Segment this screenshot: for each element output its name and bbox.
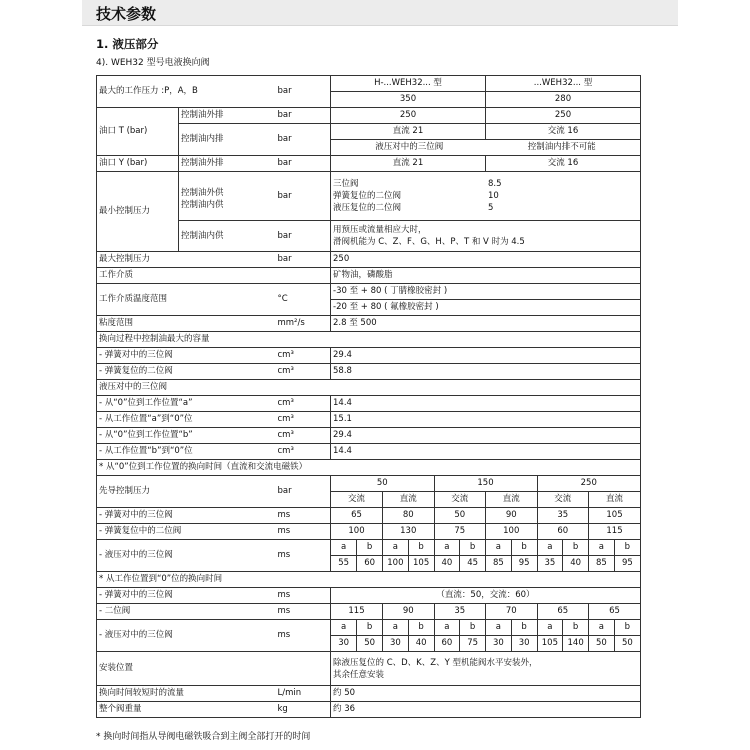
current-type: 交流: [537, 492, 589, 508]
time-value: 85: [486, 556, 512, 572]
time-value: 30: [331, 636, 357, 652]
cell-value: （直流：50，交流：60）: [331, 588, 641, 604]
time-value: 75: [434, 524, 486, 539]
pressure-header: 250: [580, 478, 597, 488]
row-sublabel: [179, 172, 276, 221]
row-label: 油口 Y (bar): [97, 156, 179, 172]
time-grid: [331, 524, 641, 540]
time-value: 130: [383, 524, 435, 539]
cell-value: 2.8 至 500: [331, 316, 641, 332]
cell-value: 14.4: [331, 396, 641, 412]
cell-value: 350: [331, 92, 486, 108]
cell-value: 58.8: [331, 364, 641, 380]
row-label: - 从工作位置“b”到“0”位: [97, 444, 276, 460]
table-row: [97, 460, 641, 476]
table-row: [97, 268, 641, 284]
row-label: 换向时间较短时的流量: [97, 686, 276, 702]
row-label: 最大的工作压力 :P，A，B: [97, 76, 276, 108]
table-row: [97, 76, 641, 92]
table-row: [97, 156, 641, 172]
note: 滑阀机能为 C、Z、F、G、H、P、T 和 V 时为 4.5: [333, 237, 525, 247]
current-type: 直流: [589, 492, 641, 508]
time-value: 100: [486, 524, 538, 539]
row-unit: cm³: [276, 444, 331, 460]
pressure-header: 150: [434, 476, 537, 492]
time-value: 45: [460, 556, 486, 572]
time-value: 105: [537, 636, 563, 652]
row-unit: bar: [276, 156, 331, 172]
ab-time-grid: [331, 540, 641, 572]
time-value: 75: [460, 636, 486, 652]
item-name: 三位阀: [333, 179, 359, 189]
time-value: 40: [434, 556, 460, 572]
position-label: a: [434, 540, 460, 556]
cell-value: 约 50: [331, 686, 641, 702]
group-header: * 从“0”位到工作位置的换向时间（直流和交流电磁铁）: [97, 460, 641, 476]
position-label: a: [383, 540, 409, 556]
position-label: a: [331, 540, 357, 556]
row-unit: ms: [276, 524, 331, 540]
position-label: a: [383, 620, 409, 636]
current-type: 交流: [434, 492, 486, 508]
table-row: [97, 702, 641, 718]
table-row: [97, 252, 641, 268]
row-label: - 弹簧复位中的二位阀: [97, 524, 276, 540]
time-value: 55: [331, 556, 357, 572]
ab-time-grid: [331, 620, 641, 652]
header-h-type: H-...WEH32... 型: [331, 76, 486, 92]
time-value: 65: [537, 604, 589, 619]
row-unit: mm²/s: [276, 316, 331, 332]
row-unit: ms: [276, 508, 331, 524]
row-unit: [276, 652, 331, 686]
cell-value: 直流 21: [331, 156, 486, 172]
position-label: a: [331, 620, 357, 636]
row-unit: cm³: [276, 396, 331, 412]
cell-value: 15.1: [331, 412, 641, 428]
position-label: a: [486, 540, 512, 556]
time-value: 65: [331, 508, 383, 523]
position-label: b: [408, 540, 434, 556]
subtitle: 4). WEH32 型号电液换向阀: [96, 58, 210, 68]
time-value: 50: [614, 636, 640, 652]
position-label: b: [408, 620, 434, 636]
time-value: 100: [383, 556, 409, 572]
page-title-bar: [82, 0, 678, 26]
note: 用预压或流量相应大时，: [333, 225, 427, 235]
page-title: 技术参数: [96, 5, 157, 23]
time-grid: [331, 604, 641, 620]
row-label: - 液压对中的三位阀: [97, 540, 276, 572]
table-row: [97, 540, 641, 572]
row-unit: bar: [276, 476, 331, 508]
item-value: 10: [488, 191, 499, 201]
row-sublabel: 控制油内供: [179, 221, 276, 252]
current-type: 直流: [383, 492, 435, 508]
cell-value: [331, 221, 641, 252]
item-value: 5: [488, 203, 494, 213]
row-label: 安装位置: [97, 652, 276, 686]
row-unit: ms: [276, 604, 331, 620]
row-label: - 弹簧对中的三位阀: [97, 348, 276, 364]
row-unit: bar: [276, 252, 331, 268]
row-unit: L/min: [276, 686, 331, 702]
sublabel-int: 控制油内供: [181, 200, 224, 210]
position-label: b: [357, 620, 383, 636]
time-value: 40: [563, 556, 589, 572]
ab-subtable: [331, 540, 640, 571]
time-value: 50: [357, 636, 383, 652]
table-row: [97, 396, 641, 412]
time-value: 90: [486, 508, 538, 523]
table-row: [97, 444, 641, 460]
row-label: 粘度范围: [97, 316, 276, 332]
table-row: [97, 172, 641, 221]
row-label: 最小控制压力: [97, 172, 179, 252]
table-row: [97, 316, 641, 332]
cell-value: 250: [331, 252, 641, 268]
note: 液压对中的三位阀: [375, 142, 444, 152]
time-value: 60: [537, 524, 589, 539]
row-label: 整个阀重量: [97, 702, 276, 718]
table-row: [97, 108, 641, 124]
position-label: b: [511, 540, 537, 556]
table-row: [97, 348, 641, 364]
row-label: - 二位阀: [97, 604, 276, 620]
time-value: 115: [606, 526, 623, 536]
cell-value: 29.4: [331, 428, 641, 444]
table-row: [97, 686, 641, 702]
time-value: 40: [408, 636, 434, 652]
position-label: a: [537, 540, 563, 556]
position-label: b: [563, 620, 589, 636]
time-value: 30: [383, 636, 409, 652]
time-value: 35: [537, 556, 563, 572]
table-row: [97, 604, 641, 620]
time-subtable: [331, 604, 640, 619]
row-unit: bar: [276, 76, 331, 108]
row-sublabel: 控制油内排: [179, 124, 276, 156]
time-value: 50: [434, 508, 486, 523]
row-label: - 从“0”位到工作位置“a”: [97, 396, 276, 412]
row-label: 工作介质温度范围: [97, 284, 276, 316]
cell-value: 直流 21: [331, 124, 486, 140]
row-unit: kg: [276, 702, 331, 718]
time-grid: [331, 508, 641, 524]
current-type: 直流: [486, 492, 538, 508]
cell-value: 250: [486, 108, 641, 124]
section-title: 1. 液压部分: [96, 37, 159, 51]
time-value: 105: [408, 556, 434, 572]
time-value: 35: [434, 604, 486, 619]
cell-value: 14.4: [331, 444, 641, 460]
time-value: 70: [486, 604, 538, 619]
cell-value: 交流 16: [486, 124, 641, 140]
position-label: b: [624, 542, 631, 552]
note: 除液压复位的 C、D、K、Z、Y 型机能阀水平安装外，: [333, 657, 538, 668]
cell-value: 交流 16: [486, 156, 641, 172]
time-value: 35: [537, 508, 589, 523]
table-row: [97, 524, 641, 540]
position-label: b: [357, 540, 383, 556]
time-value: 30: [486, 636, 512, 652]
row-unit: cm³: [276, 364, 331, 380]
time-value: 90: [383, 604, 435, 619]
row-label: - 弹簧对中的三位阀: [97, 588, 276, 604]
table-row: [97, 284, 641, 300]
table-row: [97, 508, 641, 524]
pilot-pressure-grid: [331, 476, 641, 508]
table-row: [97, 476, 641, 508]
time-value: 105: [606, 510, 623, 520]
footnote: * 换向时间指从导阀电磁铁吸合到主阀全部打开的时间: [96, 732, 311, 742]
position-label: b: [624, 622, 631, 632]
table-row: [97, 332, 641, 348]
row-unit: cm³: [276, 348, 331, 364]
time-value: 115: [331, 604, 383, 619]
cell-value: -30 至 + 80 ( 丁腈橡胶密封 ): [331, 284, 641, 300]
time-value: 80: [383, 508, 435, 523]
row-unit: bar: [276, 108, 331, 124]
row-unit: ms: [276, 620, 331, 652]
group-header: 换向过程中控制油最大的容量: [97, 332, 641, 348]
time-value: 85: [589, 556, 615, 572]
item-name: 液压复位的二位阀: [333, 203, 402, 213]
sublabel-ext: 控制油外供: [181, 188, 224, 198]
row-label: 工作介质: [97, 268, 276, 284]
row-label: 先导控制压力: [97, 476, 276, 508]
time-subtable: [331, 524, 640, 539]
time-value: 50: [589, 636, 615, 652]
group-header: * 从工作位置到“0”位的换向时间: [97, 572, 641, 588]
position-label: a: [486, 620, 512, 636]
time-subtable: [331, 508, 640, 523]
row-label: - 弹簧复位的二位阀: [97, 364, 276, 380]
row-unit: ms: [276, 588, 331, 604]
header-w-type: ...WEH32... 型: [486, 76, 641, 92]
cell-value: 矿物油，磷酸脂: [331, 268, 641, 284]
position-label: b: [460, 620, 486, 636]
time-value: 60: [357, 556, 383, 572]
cell-value: 约 36: [331, 702, 641, 718]
table-row: [97, 380, 641, 396]
table-row: [97, 364, 641, 380]
table-row: [97, 124, 641, 140]
position-label: b: [460, 540, 486, 556]
row-unit: ms: [276, 540, 331, 572]
position-label: b: [563, 540, 589, 556]
time-value: 60: [434, 636, 460, 652]
row-label: - 从工作位置“a”到“0”位: [97, 412, 276, 428]
cell-value: 280: [486, 92, 641, 108]
note: 控制油内排不可能: [527, 142, 596, 152]
item-value: 8.5: [488, 179, 502, 189]
row-unit: bar: [276, 221, 331, 252]
table-row: [97, 588, 641, 604]
table-row: [97, 221, 641, 252]
time-value: 95: [511, 556, 537, 572]
group-header: 液压对中的三位阀: [97, 380, 641, 396]
current-type: 交流: [331, 492, 383, 508]
pressure-header: 50: [331, 476, 434, 492]
position-label: a: [589, 620, 615, 636]
cell-value: 29.4: [331, 348, 641, 364]
row-unit: cm³: [276, 428, 331, 444]
row-unit: [276, 268, 331, 284]
cell-value: 250: [331, 108, 486, 124]
row-unit: bar: [276, 124, 331, 156]
time-value: 100: [331, 524, 383, 539]
row-label: - 弹簧对中的三位阀: [97, 508, 276, 524]
row-unit: cm³: [276, 412, 331, 428]
time-value: 140: [563, 636, 589, 652]
position-label: a: [589, 540, 615, 556]
cell-value: -20 至 + 80 ( 氟橡胶密封 ): [331, 300, 641, 316]
row-label: - 液压对中的三位阀: [97, 620, 276, 652]
row-unit: bar: [276, 172, 331, 221]
cell-value: [331, 652, 641, 686]
ab-subtable: [331, 620, 640, 651]
row-label: 油口 T (bar): [97, 108, 179, 156]
table-row: [97, 620, 641, 652]
note: 其余任意安装: [333, 669, 385, 680]
cell-value: [331, 140, 641, 156]
pressure-subtable: [331, 476, 640, 507]
time-value: 30: [511, 636, 537, 652]
position-label: b: [511, 620, 537, 636]
time-value: 65: [609, 606, 620, 616]
position-label: a: [434, 620, 460, 636]
item-name: 弹簧复位的二位阀: [333, 191, 402, 201]
row-unit: °C: [276, 284, 331, 316]
row-label: 最大控制压力: [97, 252, 276, 268]
table-row: [97, 428, 641, 444]
table-row: [97, 652, 641, 686]
spec-table: [96, 75, 641, 718]
row-sublabel: 控制油外排: [179, 108, 276, 124]
time-value: 95: [614, 556, 640, 572]
cell-value: [331, 172, 641, 221]
row-sublabel: 控制油外排: [179, 156, 276, 172]
table-row: [97, 572, 641, 588]
table-row: [97, 412, 641, 428]
row-label: - 从“0”位到工作位置“b”: [97, 428, 276, 444]
position-label: a: [537, 620, 563, 636]
